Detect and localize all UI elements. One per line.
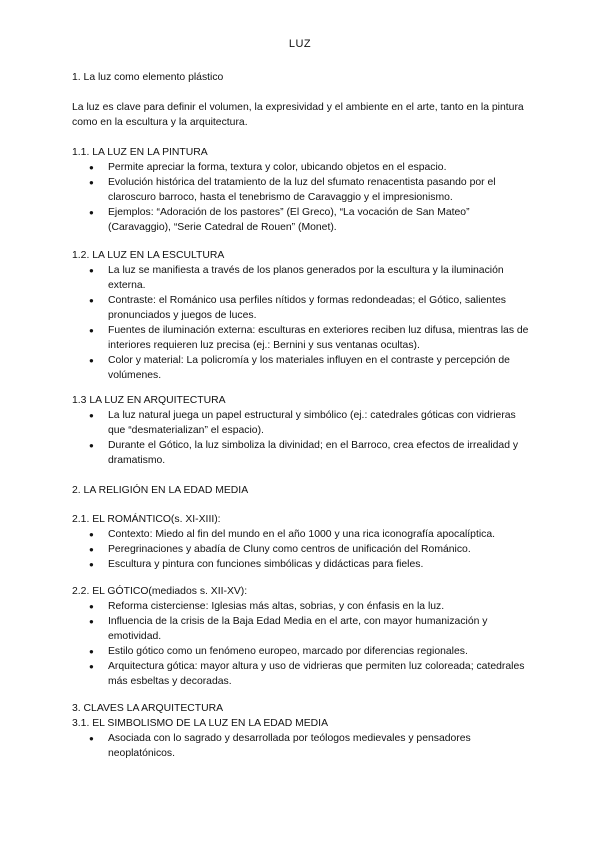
list-item: ● Escultura y pintura con funciones simbólicas y didácticas para fieles. — [72, 557, 532, 572]
list-item: ● Influencia de la crisis de la Baja Edad Media en el arte, con mayor humanización y emotividad. — [72, 614, 532, 644]
list-item: ● La luz natural juega un papel estructural y simbólico (ej.: catedrales góticas con vidrieras que “desmaterializan” el espacio). — [72, 408, 532, 438]
subsection-1-3-heading: 1.3 LA LUZ EN ARQUITECTURA — [72, 395, 226, 406]
section-1-intro: La luz es clave para definir el volumen, la expresividad y el ambiente en el arte, tanto en la pintura como en la escultura y la arquitectura. — [72, 102, 524, 128]
subsection-2-2 — [72, 584, 532, 689]
subsection-1-1-list — [72, 160, 532, 235]
section-2-heading-block — [72, 483, 532, 498]
subsection-1-3 — [72, 393, 532, 468]
subsection-2-2-heading: 2.2. EL GÓTICO(mediados s. XII-XV): — [72, 586, 248, 597]
section-1-intro-block — [72, 100, 532, 130]
list-item: ● Asociada con lo sagrado y desarrollada por teólogos medievales y pensadores neoplatónicos. — [72, 731, 532, 761]
list-item: ● Contexto: Miedo al fin del mundo en el año 1000 y una rica iconografía apocalíptica. — [72, 527, 532, 542]
list-item: ● Contraste: el Románico usa perfiles nítidos y formas redondeadas; el Gótico, salientes pronunciados y juegos de luces. — [72, 293, 532, 323]
subsection-3-1-list — [72, 731, 532, 761]
subsection-3-1-heading: 3.1. EL SIMBOLISMO DE LA LUZ EN LA EDAD MEDIA — [72, 718, 328, 729]
section-1-heading: 1. La luz como elemento plástico — [72, 72, 224, 83]
list-item: ● Peregrinaciones y abadía de Cluny como centros de unificación del Románico. — [72, 542, 532, 557]
subsection-1-2-heading: 1.2. LA LUZ EN LA ESCULTURA — [72, 250, 225, 261]
subsection-1-2-list — [72, 263, 532, 383]
section-3 — [72, 701, 532, 761]
list-item: ● Estilo gótico como un fenómeno europeo, marcado por diferencias regionales. — [72, 644, 532, 659]
subsection-1-3-list — [72, 408, 532, 468]
list-item: ● Permite apreciar la forma, textura y color, ubicando objetos en el espacio. — [72, 160, 532, 175]
subsection-2-2-list — [72, 599, 532, 689]
subsection-1-1-heading: 1.1. LA LUZ EN LA PINTURA — [72, 147, 208, 158]
section-1-heading-block — [72, 70, 532, 85]
subsection-1-2 — [72, 248, 532, 383]
list-item: ● La luz se manifiesta a través de los planos generados por la escultura y la iluminación externa. — [72, 263, 532, 293]
list-item: ● Evolución histórica del tratamiento de la luz del sfumato renacentista pasando por el claroscuro barroco, hasta el tenebrismo de Caravaggio y el impresionismo. — [72, 175, 532, 205]
list-item: ● Fuentes de iluminación externa: esculturas en exteriores reciben luz difusa, mientras las de interiores requieren luz precisa (ej.: Bernini y sus ventanas ocultas). — [72, 323, 532, 353]
section-3-heading: 3. CLAVES LA ARQUITECTURA — [72, 703, 224, 714]
page-title: LUZ — [288, 38, 312, 50]
list-item: ● Color y material: La policromía y los materiales influyen en el contraste y percepción de volúmenes. — [72, 353, 532, 383]
subsection-2-1 — [72, 512, 532, 572]
list-item: ● Reforma cisterciense: Iglesias más altas, sobrias, y con énfasis en la luz. — [72, 599, 532, 614]
section-2-heading: 2. LA RELIGIÓN EN LA EDAD MEDIA — [72, 485, 249, 496]
list-item: ● Ejemplos: “Adoración de los pastores” (El Greco), “La vocación de San Mateo” (Caravaggio), “Serie Catedral de Rouen” (Monet). — [72, 205, 532, 235]
list-item: ● Arquitectura gótica: mayor altura y uso de vidrieras que permiten luz coloreada; catedrales más esbeltas y decoradas. — [72, 659, 532, 689]
subsection-2-1-list — [72, 527, 532, 572]
subsection-2-1-heading: 2.1. EL ROMÁNTICO(s. XI-XIII): — [72, 514, 221, 525]
list-item: ● Durante el Gótico, la luz simboliza la divinidad; en el Barroco, crea efectos de irrealidad y dramatismo. — [72, 438, 532, 468]
subsection-1-1 — [72, 145, 532, 235]
